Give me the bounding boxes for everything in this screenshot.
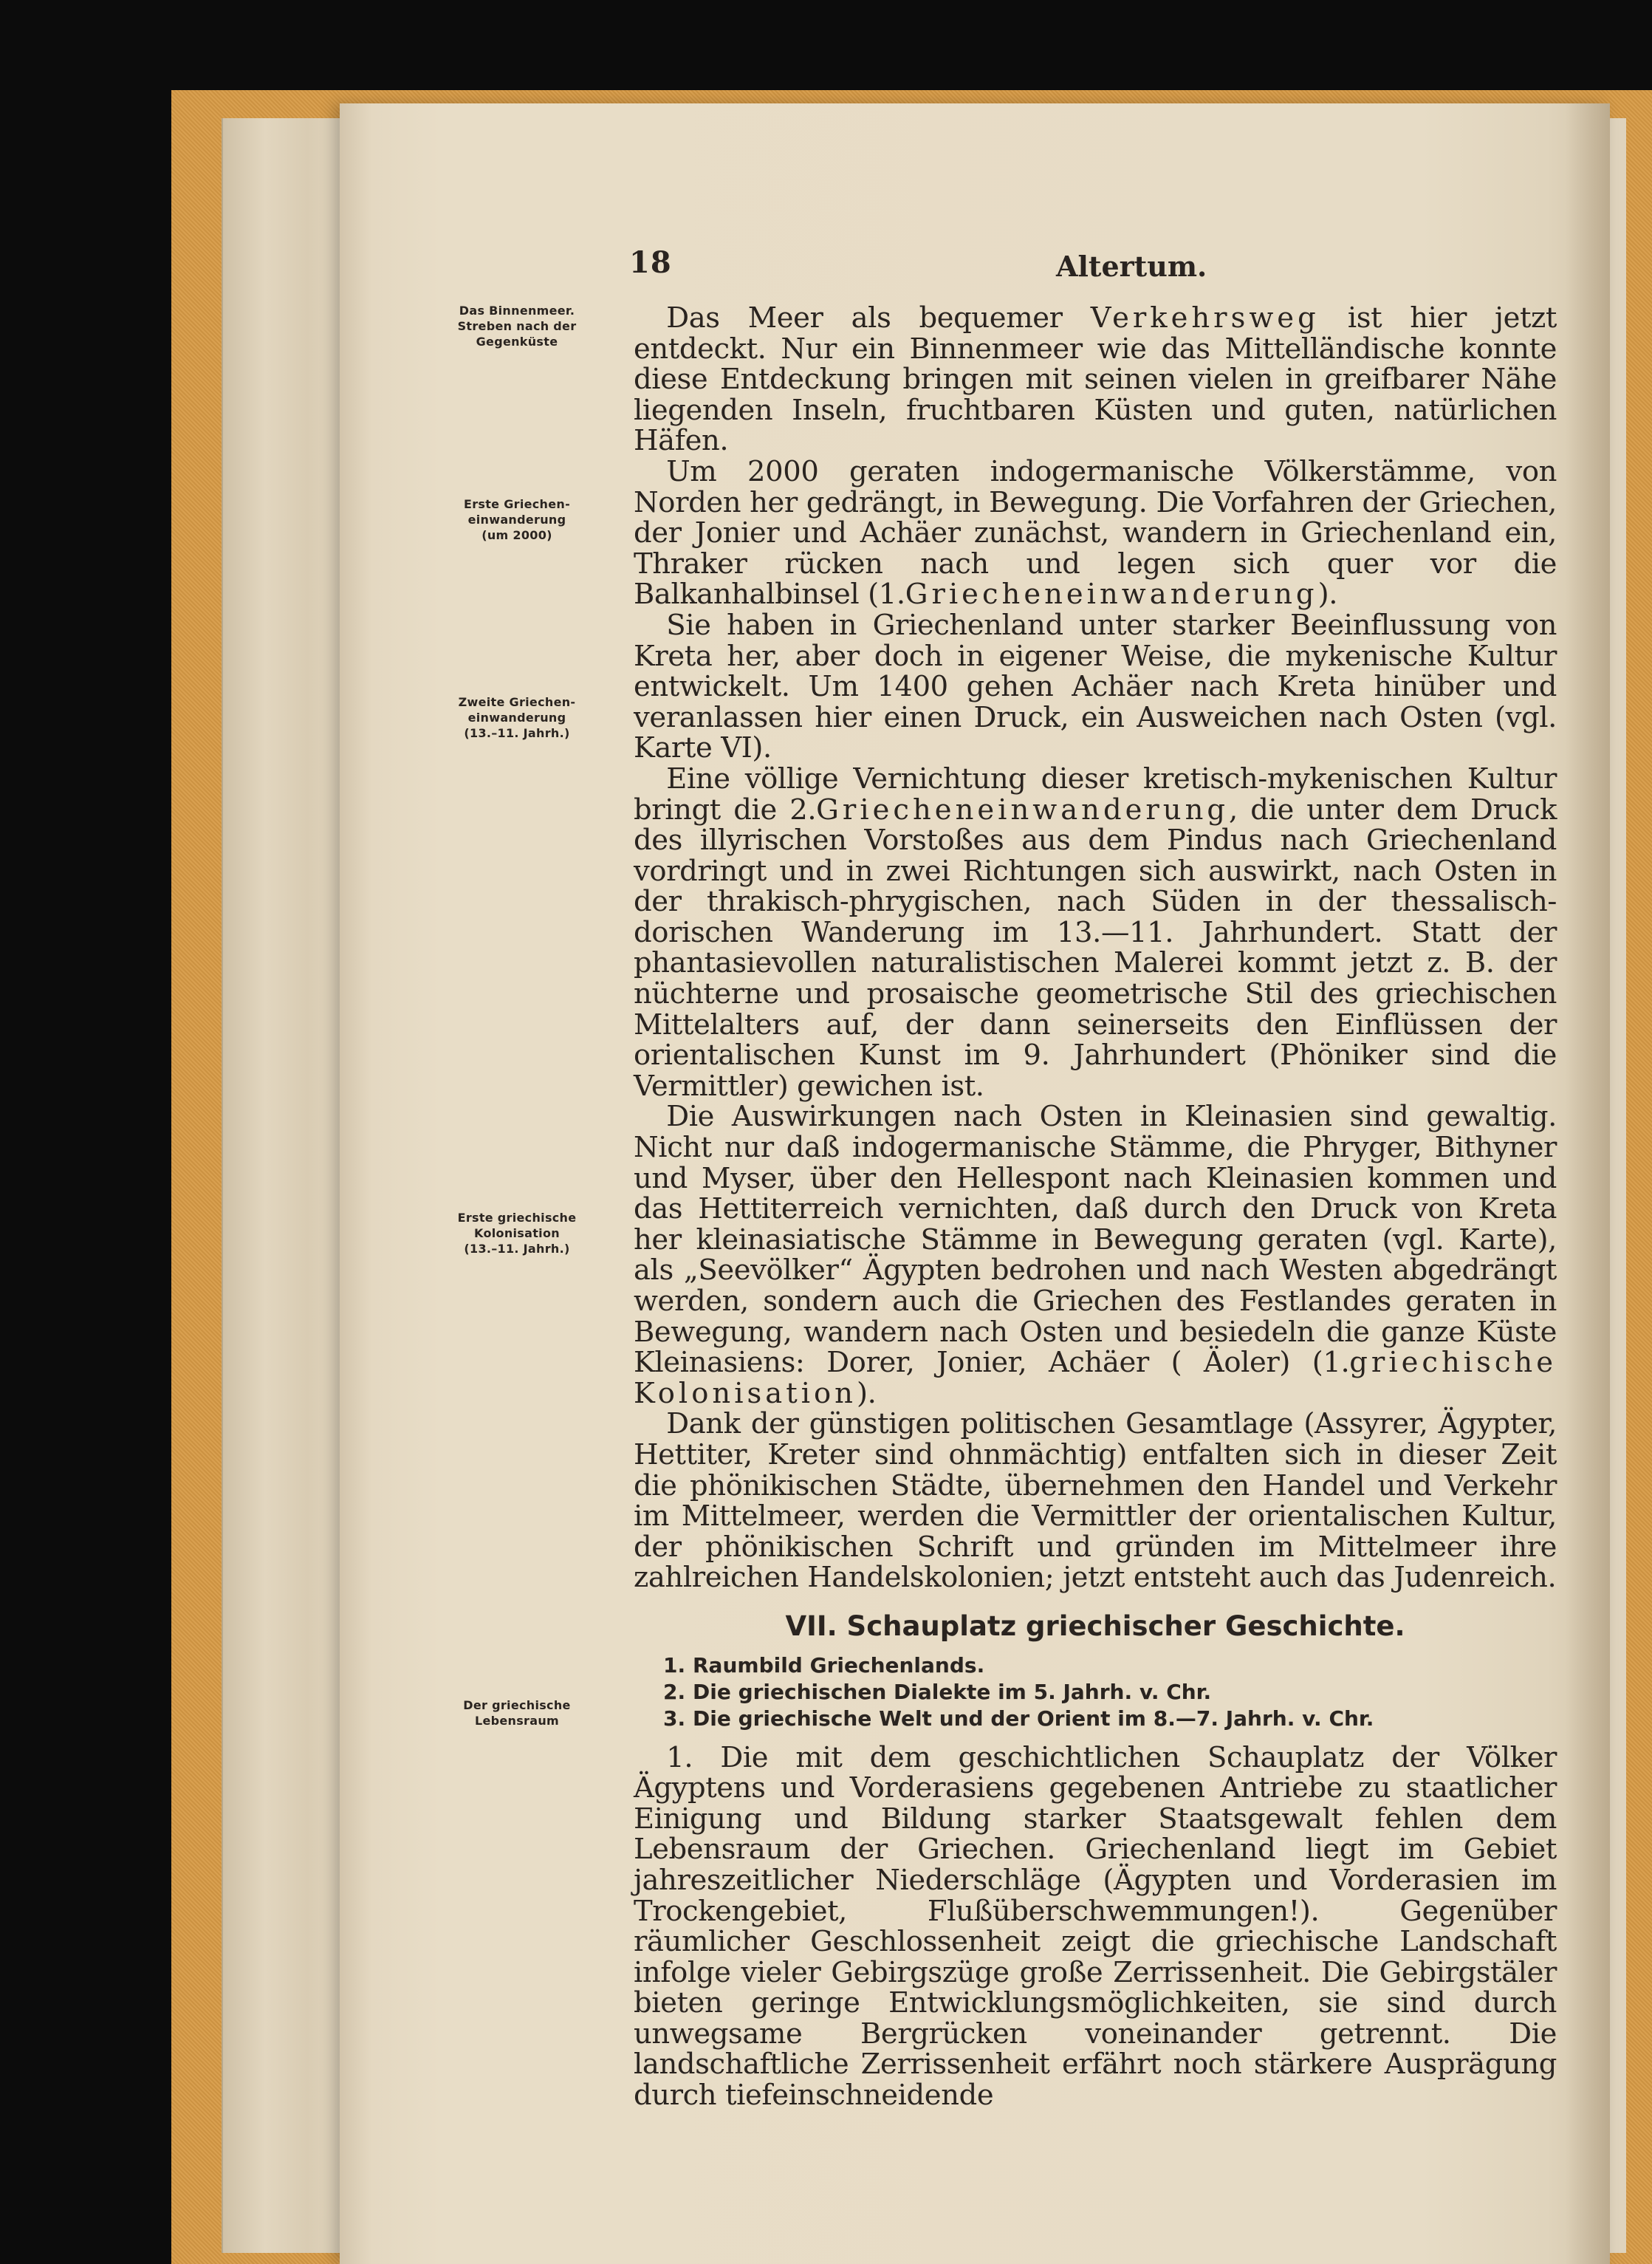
margin-note-line: Erste Griechen- bbox=[463, 497, 571, 511]
emphasis: Verkehrsweg bbox=[1090, 301, 1320, 335]
paragraph bbox=[634, 764, 1557, 1102]
margin-note-line: (um 2000) bbox=[481, 528, 552, 542]
body-text bbox=[634, 303, 1557, 2111]
item-number: 2. bbox=[663, 1679, 686, 1704]
item-number: 3. bbox=[663, 1706, 686, 1731]
margin-note-kolonisation bbox=[428, 1210, 606, 1256]
text-run: ist hier jetzt entdeckt. Nur ein Binnenmeer wie das Mittelländische konnte diese Entdeckung bringen mit seinen vielen in greifbarer Nähe liegenden Inseln, fruchtbaren Küsten und guten, natürlichen Häfen. bbox=[634, 301, 1557, 458]
paragraph bbox=[634, 1101, 1557, 1409]
item-label: Raumbild Griechenlands. bbox=[693, 1652, 985, 1678]
emphasis: Griecheneinwanderung bbox=[905, 578, 1318, 612]
section-contents bbox=[663, 1652, 1557, 1732]
text-run: Die Auswirkungen nach Osten in Kleinasien sind gewaltig. Nicht nur daß indogermanische Stämme, die Phryger, Bithyner und Myser, über den Hellespont nach Kleinasien kommen und das Hettiterreich vernichten, daß durch den Druck von Kreta her kleinasiatische Stämme in Bewegung geraten (vgl. Karte), als „Seevölker“ Ägypten bedrohen und nach Westen abgedrängt werden, sondern auch die Griechen des Festlandes geraten in Bewegung, wandern nach Osten und besiedeln die ganze Küste Kleinasiens: Dorer, Jonier, Achäer ( Äoler) (1. bbox=[634, 1100, 1557, 1380]
list-item bbox=[663, 1652, 1557, 1679]
spine-shadow bbox=[1566, 103, 1610, 2264]
item-label: Die griechische Welt und der Orient im 8.—7. Jahrh. v. Chr. bbox=[693, 1706, 1374, 1731]
margin-note-line: Lebensraum bbox=[474, 1714, 559, 1728]
margin-note-line: Das Binnenmeer. bbox=[459, 304, 575, 318]
item-number: 1. bbox=[663, 1652, 686, 1678]
paragraph bbox=[634, 456, 1557, 610]
emphasis: Griecheneinwanderung bbox=[816, 793, 1230, 827]
text-run: ). bbox=[1317, 578, 1338, 612]
text-run: Eine völlige Vernichtung dieser kretisch-mykenischen Kultur bringt die 2. bbox=[634, 762, 1557, 827]
paragraph bbox=[634, 303, 1557, 456]
margin-note-line: einwanderung bbox=[467, 711, 566, 725]
running-head: Altertum. bbox=[1056, 250, 1207, 283]
text-run: Um 2000 geraten indogermanische Völkerstämme, von Norden her gedrängt, in Bewegung. Die Vorfahren der Griechen, der Jonier und Achäer zunächst, wandern in Griechenland ein, Thraker rücken nach und legen sich quer vor die Balkanhalbinsel (1. bbox=[634, 454, 1557, 612]
margin-note-line: (13.–11. Jahrh.) bbox=[464, 726, 570, 740]
margin-note-line: Gegenküste bbox=[476, 335, 558, 349]
margin-note-line: einwanderung bbox=[467, 513, 566, 527]
paragraph: 1. Die mit dem geschichtlichen Schauplatz der Völker Ägyptens und Vorderasiens gegebenen Antriebe zu staatlicher Einigung und Bildung starker Staatsgewalt fehlen dem Lebensraum der Griechen. Griechenland liegt im Gebiet jahreszeitlicher Niederschläge (Ägypten und Vorderasien im Trockengebiet, Flußüberschwemmungen!). Gegenüber räumlicher Geschlossenheit zeigt die griechische Landschaft infolge vieler Gebirgszüge große Zerrissenheit. Die Gebirgstäler bieten geringe Entwicklungsmöglichkeiten, sie sind durch unwegsame Bergrücken voneinander getrennt. Die landschaftliche Zerrissenheit erfährt noch stärkere Ausprägung durch tiefeinschneidende bbox=[634, 1740, 1557, 2113]
paragraph: Sie haben in Griechenland unter starker Beeinflussung von Kreta her, aber doch in eigener Weise, die mykenische Kultur entwickelt. Um 1400 gehen Achäer nach Kreta hinüber und veranlassen hier einen Druck, ein Ausweichen nach Osten (vgl. Karte VI). bbox=[634, 608, 1557, 765]
text-run: ). bbox=[856, 1376, 877, 1410]
margin-note-line: Kolonisation bbox=[474, 1226, 560, 1240]
text-run: Das Meer als bequemer bbox=[666, 301, 1063, 335]
section-heading: VII. Schauplatz griechischer Geschichte. bbox=[785, 1610, 1405, 1642]
item-label: Die griechischen Dialekte im 5. Jahrh. v. Chr. bbox=[693, 1679, 1212, 1704]
margin-note-line: Erste griechische bbox=[457, 1211, 577, 1225]
margin-note-line: Zweite Griechen- bbox=[458, 695, 576, 709]
margin-note-erste-einwanderung bbox=[428, 496, 606, 543]
margin-note-line: (13.–11. Jahrh.) bbox=[464, 1242, 570, 1256]
margin-note-lebensraum bbox=[428, 1697, 606, 1728]
list-item bbox=[663, 1706, 1557, 1732]
page-number: 18 bbox=[629, 245, 672, 280]
margin-note-line: Streben nach der bbox=[457, 319, 577, 333]
margin-note-zweite-einwanderung bbox=[428, 694, 606, 741]
emphasis: griechische Kolonisation bbox=[634, 1346, 1557, 1410]
text-run: , die unter dem Druck des illyrischen Vorstoßes aus dem Pindus nach Griechenland vordringt und in zwei Richtungen sich auswirkt, nach Osten in der thrakisch-phrygischen, nach Süden in der thessalisch-dorischen Wanderung im 13.—11. Jahrhundert. Statt der phantasievollen naturalistischen Malerei kommt jetzt z. B. der nüchterne und prosaische geometrische Stil des griechischen Mittelalters auf, der dann seinerseits den Einflüssen der orientalischen Kunst im 9. Jahrhundert (Phöniker sind die Vermittler) gewichen ist. bbox=[634, 793, 1557, 1103]
list-item bbox=[663, 1679, 1557, 1706]
margin-note-binnenmeer bbox=[428, 303, 606, 349]
paragraph: Dank der günstigen politischen Gesamtlage (Assyrer, Ägypter, Hettiter, Kreter sind ohnmächtig) entfalten sich in dieser Zeit die phönikischen Städte, übernehmen den Handel und Verkehr im Mittelmeer, werden die Vermittler der orientalischen Kultur, der phönikischen Schrift und gründen im Mittelmeer ihre zahlreichen Handelskolonien; jetzt entsteht auch das Judenreich. bbox=[634, 1407, 1557, 1595]
margin-note-line: Der griechische bbox=[463, 1698, 571, 1712]
